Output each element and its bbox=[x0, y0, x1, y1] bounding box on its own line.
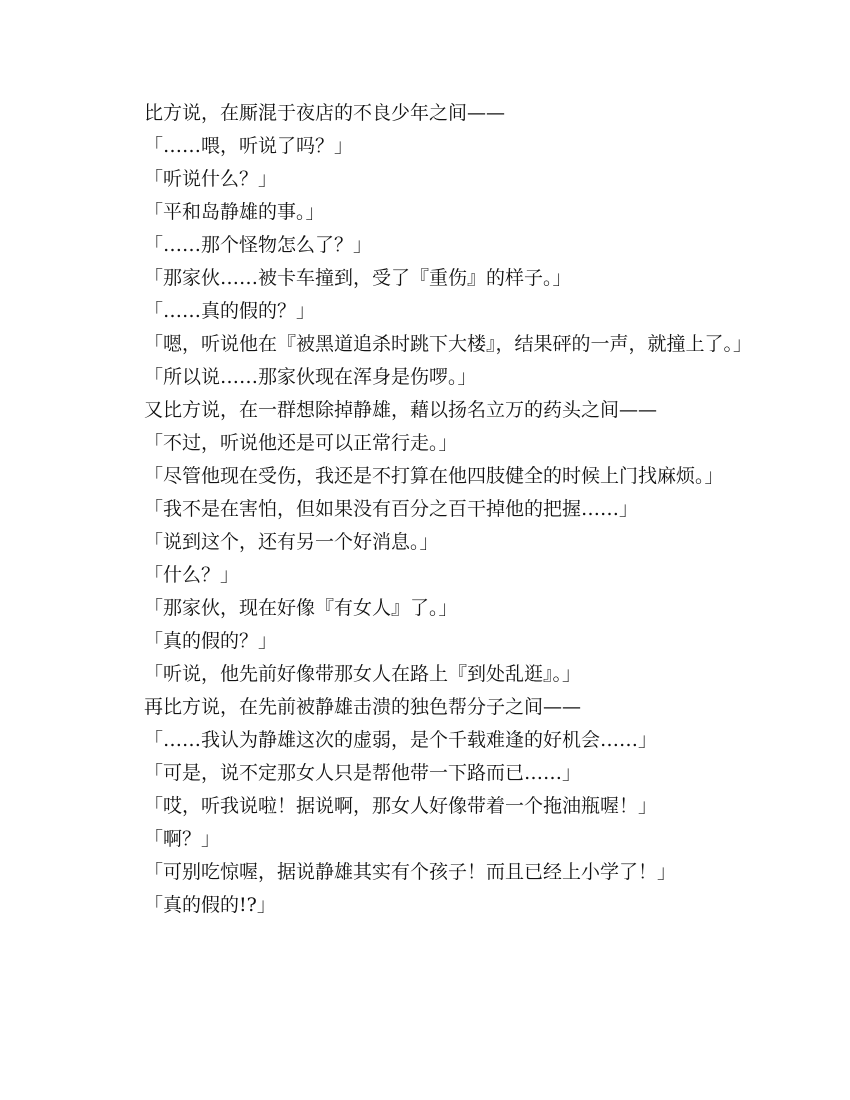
paragraph-14: 「说到这个，还有另一个好消息。」 bbox=[144, 531, 439, 553]
paragraph-9: 「所以说……那家伙现在浑身是伤啰。」 bbox=[144, 366, 477, 388]
paragraph-24: 「可别吃惊喔，据说静雄其实有个孩子！而且已经上小学了！」 bbox=[144, 861, 677, 883]
paragraph-16: 「那家伙，现在好像『有女人』了。」 bbox=[144, 597, 458, 619]
paragraph-22: 「哎，听我说啦！据说啊，那女人好像带着一个拖油瓶喔！」 bbox=[144, 795, 658, 817]
paragraph-18: 「听说，他先前好像带那女人在路上『到处乱逛』。」 bbox=[144, 663, 582, 685]
paragraph-25: 「真的假的!?」 bbox=[144, 894, 276, 916]
paragraph-4: 「平和岛静雄的事。」 bbox=[144, 201, 325, 223]
paragraph-17: 「真的假的？」 bbox=[144, 630, 278, 652]
paragraph-1: 比方说，在厮混于夜店的不良少年之间—— bbox=[144, 102, 506, 124]
paragraph-10: 又比方说，在一群想除掉静雄，藉以扬名立万的药头之间—— bbox=[144, 399, 658, 421]
paragraph-7: 「……真的假的？」 bbox=[144, 300, 316, 322]
paragraph-20: 「……我认为静雄这次的虚弱，是个千载难逢的好机会……」 bbox=[144, 729, 658, 751]
paragraph-5: 「……那个怪物怎么了？」 bbox=[144, 234, 373, 256]
paragraph-19: 再比方说，在先前被静雄击溃的独色帮分子之间—— bbox=[144, 696, 582, 718]
paragraph-15: 「什么？」 bbox=[144, 564, 240, 586]
paragraph-8: 「嗯，听说他在『被黑道追杀时跳下大楼』，结果砰的一声，就撞上了。」 bbox=[144, 333, 753, 355]
paragraph-11: 「不过，听说他还是可以正常行走。」 bbox=[144, 432, 458, 454]
paragraph-6: 「那家伙……被卡车撞到，受了『重伤』的样子。」 bbox=[144, 267, 572, 289]
paragraph-21: 「可是，说不定那女人只是帮他带一下路而已……」 bbox=[144, 762, 582, 784]
paragraph-2: 「……喂，听说了吗？」 bbox=[144, 135, 354, 157]
paragraph-23: 「啊？」 bbox=[144, 828, 221, 850]
paragraph-12: 「尽管他现在受伤，我还是不打算在他四肢健全的时候上门找麻烦。」 bbox=[144, 465, 724, 487]
paragraph-3: 「听说什么？」 bbox=[144, 168, 278, 190]
paragraph-13: 「我不是在害怕，但如果没有百分之百干掉他的把握……」 bbox=[144, 498, 639, 520]
body-text bbox=[108, 97, 753, 922]
